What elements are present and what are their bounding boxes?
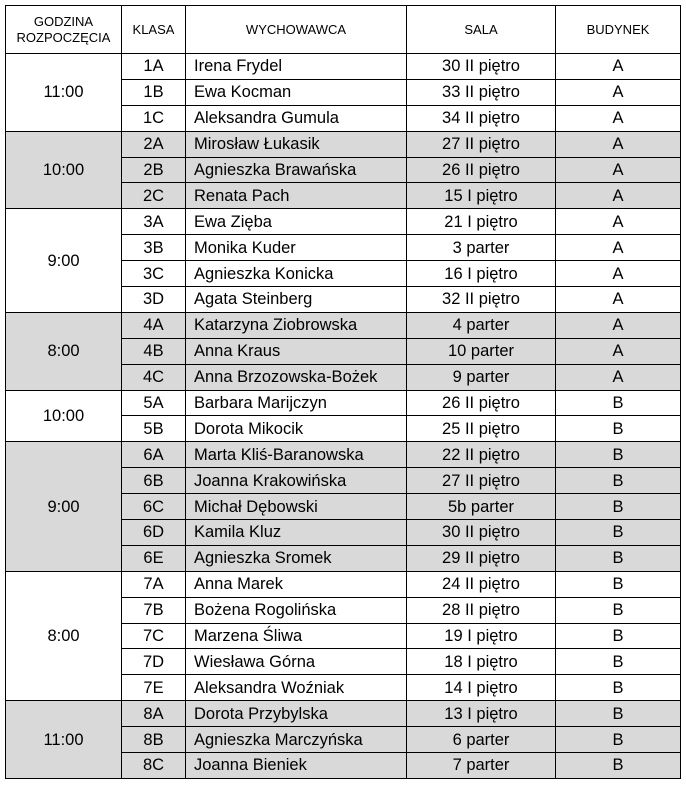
teacher-cell: Aleksandra Woźniak: [186, 675, 407, 701]
header-homeroom-teacher: WYCHOWAWCA: [186, 6, 407, 54]
header-row: [6, 6, 681, 54]
teacher-cell: Bożena Rogolińska: [186, 597, 407, 623]
class-cell: 7A: [122, 571, 186, 597]
teacher-cell: Monika Kuder: [186, 235, 407, 261]
room-cell: 26 II piętro: [407, 390, 556, 416]
building-cell: A: [556, 261, 681, 287]
building-cell: B: [556, 727, 681, 753]
class-cell: 8A: [122, 701, 186, 727]
room-cell: 34 II piętro: [407, 105, 556, 131]
room-cell: 30 II piętro: [407, 54, 556, 80]
teacher-cell: Anna Marek: [186, 571, 407, 597]
room-cell: 9 parter: [407, 364, 556, 390]
class-cell: 4A: [122, 312, 186, 338]
teacher-cell: Ewa Kocman: [186, 79, 407, 105]
class-cell: 3A: [122, 209, 186, 235]
teacher-cell: Agnieszka Marczyńska: [186, 727, 407, 753]
class-cell: 2C: [122, 183, 186, 209]
teacher-cell: Michał Dębowski: [186, 494, 407, 520]
start-time-cell: 9:00: [6, 209, 122, 313]
teacher-cell: Agnieszka Konicka: [186, 261, 407, 287]
building-cell: B: [556, 390, 681, 416]
teacher-cell: Dorota Przybylska: [186, 701, 407, 727]
class-cell: 3B: [122, 235, 186, 261]
table-row: [6, 442, 681, 468]
start-time-cell: 11:00: [6, 701, 122, 779]
class-cell: 1C: [122, 105, 186, 131]
class-cell: 4C: [122, 364, 186, 390]
building-cell: A: [556, 105, 681, 131]
room-cell: 26 II piętro: [407, 157, 556, 183]
class-cell: 7D: [122, 649, 186, 675]
building-cell: B: [556, 675, 681, 701]
building-cell: A: [556, 183, 681, 209]
room-cell: 29 II piętro: [407, 545, 556, 571]
room-cell: 22 II piętro: [407, 442, 556, 468]
teacher-cell: Katarzyna Ziobrowska: [186, 312, 407, 338]
room-cell: 32 II piętro: [407, 287, 556, 313]
room-cell: 18 I piętro: [407, 649, 556, 675]
start-time-cell: 10:00: [6, 131, 122, 209]
room-cell: 5b parter: [407, 494, 556, 520]
room-cell: 25 II piętro: [407, 416, 556, 442]
teacher-cell: Agnieszka Sromek: [186, 545, 407, 571]
start-time-cell: 8:00: [6, 312, 122, 390]
class-cell: 7B: [122, 597, 186, 623]
teacher-cell: Marta Kliś-Baranowska: [186, 442, 407, 468]
table-row: [6, 312, 681, 338]
class-cell: 3D: [122, 287, 186, 313]
building-cell: B: [556, 416, 681, 442]
building-cell: B: [556, 597, 681, 623]
building-cell: B: [556, 623, 681, 649]
teacher-cell: Agata Steinberg: [186, 287, 407, 313]
class-cell: 8C: [122, 753, 186, 779]
class-cell: 5A: [122, 390, 186, 416]
building-cell: B: [556, 649, 681, 675]
room-cell: 3 parter: [407, 235, 556, 261]
building-cell: A: [556, 338, 681, 364]
teacher-cell: Ewa Zięba: [186, 209, 407, 235]
table-row: [6, 54, 681, 80]
room-cell: 16 I piętro: [407, 261, 556, 287]
teacher-cell: Wiesława Górna: [186, 649, 407, 675]
room-cell: 33 II piętro: [407, 79, 556, 105]
building-cell: A: [556, 157, 681, 183]
class-cell: 6B: [122, 468, 186, 494]
room-cell: 15 I piętro: [407, 183, 556, 209]
building-cell: A: [556, 209, 681, 235]
teacher-cell: Joanna Bieniek: [186, 753, 407, 779]
room-cell: 14 I piętro: [407, 675, 556, 701]
teacher-cell: Aleksandra Gumula: [186, 105, 407, 131]
table-body: [6, 54, 681, 779]
teacher-cell: Barbara Marijczyn: [186, 390, 407, 416]
class-cell: 5B: [122, 416, 186, 442]
teacher-cell: Agnieszka Brawańska: [186, 157, 407, 183]
teacher-cell: Dorota Mikocik: [186, 416, 407, 442]
building-cell: A: [556, 312, 681, 338]
room-cell: 19 I piętro: [407, 623, 556, 649]
building-cell: A: [556, 364, 681, 390]
room-cell: 13 I piętro: [407, 701, 556, 727]
building-cell: A: [556, 79, 681, 105]
building-cell: B: [556, 520, 681, 546]
teacher-cell: Marzena Śliwa: [186, 623, 407, 649]
header-start-time-line1: GODZINA: [33, 13, 94, 29]
class-cell: 1A: [122, 54, 186, 80]
start-time-cell: 9:00: [6, 442, 122, 571]
table-row: [6, 390, 681, 416]
start-time-cell: 11:00: [6, 54, 122, 132]
table-row: [6, 131, 681, 157]
teacher-cell: Anna Kraus: [186, 338, 407, 364]
class-cell: 2B: [122, 157, 186, 183]
header-class: KLASA: [122, 6, 186, 54]
class-cell: 6C: [122, 494, 186, 520]
building-cell: B: [556, 545, 681, 571]
room-cell: 7 parter: [407, 753, 556, 779]
room-cell: 28 II piętro: [407, 597, 556, 623]
building-cell: B: [556, 701, 681, 727]
header-building: BUDYNEK: [556, 6, 681, 54]
class-cell: 6A: [122, 442, 186, 468]
class-cell: 4B: [122, 338, 186, 364]
building-cell: B: [556, 571, 681, 597]
building-cell: A: [556, 235, 681, 261]
building-cell: A: [556, 131, 681, 157]
building-cell: A: [556, 54, 681, 80]
teacher-cell: Renata Pach: [186, 183, 407, 209]
class-cell: 1B: [122, 79, 186, 105]
class-cell: 3C: [122, 261, 186, 287]
class-cell: 2A: [122, 131, 186, 157]
building-cell: A: [556, 287, 681, 313]
room-cell: 6 parter: [407, 727, 556, 753]
table-row: [6, 701, 681, 727]
class-cell: 6D: [122, 520, 186, 546]
building-cell: B: [556, 753, 681, 779]
room-cell: 30 II piętro: [407, 520, 556, 546]
room-cell: 21 I piętro: [407, 209, 556, 235]
header-room: SALA: [407, 6, 556, 54]
schedule-table: [5, 5, 681, 779]
room-cell: 10 parter: [407, 338, 556, 364]
room-cell: 24 II piętro: [407, 571, 556, 597]
building-cell: B: [556, 442, 681, 468]
table-row: [6, 209, 681, 235]
room-cell: 4 parter: [407, 312, 556, 338]
class-cell: 7C: [122, 623, 186, 649]
class-cell: 8B: [122, 727, 186, 753]
table-row: [6, 571, 681, 597]
room-cell: 27 II piętro: [407, 468, 556, 494]
start-time-cell: 8:00: [6, 571, 122, 700]
start-time-cell: 10:00: [6, 390, 122, 442]
teacher-cell: Mirosław Łukasik: [186, 131, 407, 157]
room-cell: 27 II piętro: [407, 131, 556, 157]
teacher-cell: Kamila Kluz: [186, 520, 407, 546]
header-start-time: [6, 6, 122, 54]
building-cell: B: [556, 494, 681, 520]
building-cell: B: [556, 468, 681, 494]
class-cell: 7E: [122, 675, 186, 701]
teacher-cell: Joanna Krakowińska: [186, 468, 407, 494]
class-cell: 6E: [122, 545, 186, 571]
header-start-time-line2: ROZPOCZĘCIA: [16, 29, 111, 45]
teacher-cell: Anna Brzozowska-Bożek: [186, 364, 407, 390]
table-header: [6, 6, 681, 54]
teacher-cell: Irena Frydel: [186, 54, 407, 80]
